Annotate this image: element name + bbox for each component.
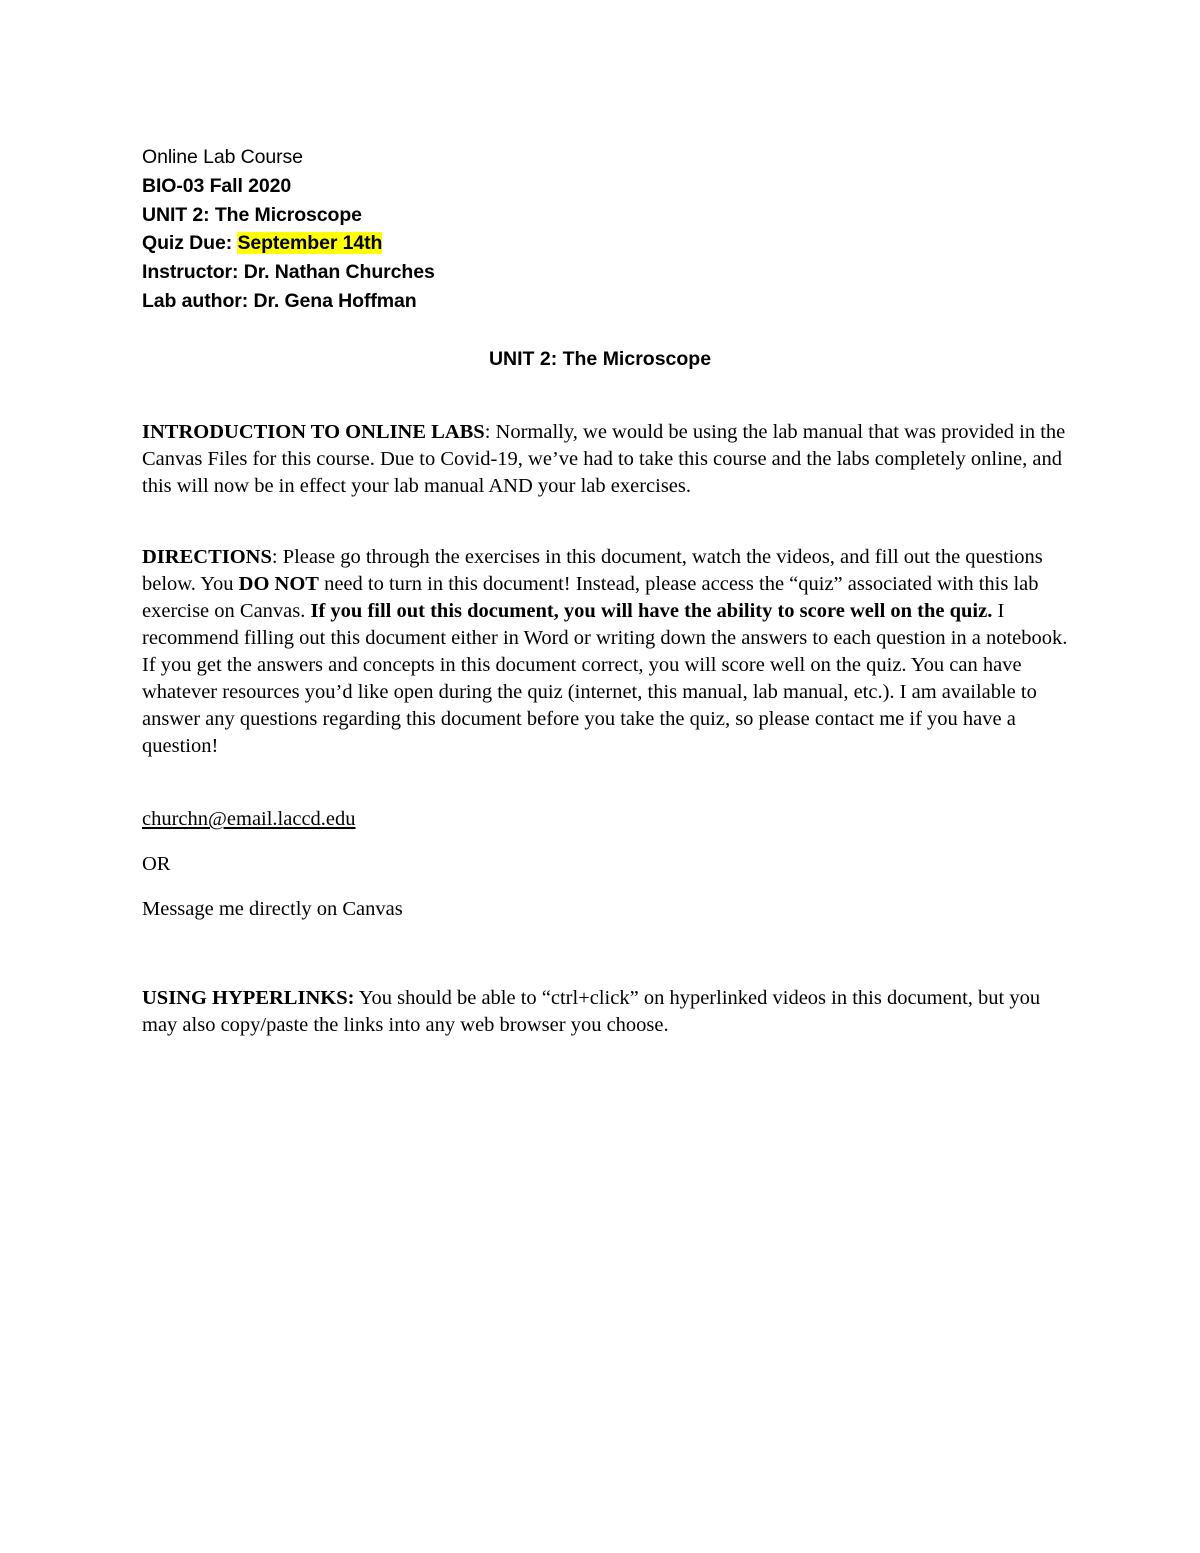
unit-label: UNIT 2: The Microscope [142,203,362,226]
course-term: BIO-03 Fall 2020 [142,174,292,197]
directions-text-3: I recommend filling out this document either in Word or writing down the answers to each question in a notebook. If you get the answers and concepts in this document correct, you will score well on the quiz. You can have whatever resources you’d like open during the quiz (internet, this manual, lab manual, etc.). I am available to answer any questions regarding this document before you take the quiz, so please contact me if you have a question! [142,600,1068,757]
directions-bold-2: If you fill out this document, you will have the ability to score well on the quiz. [310,600,993,622]
email-paragraph [142,806,1072,833]
quiz-due-label: Quiz Due: [142,232,233,255]
hyperlinks-text: You should be able to “ctrl+click” on hyperlinked videos in this document, but you may also copy/paste the links into any web browser you choose. [142,987,1041,1036]
hyperlinks-heading: USING HYPERLINKS: [142,987,355,1009]
unit-title: UNIT 2: The Microscope [488,348,712,370]
email-link[interactable]: churchn@email.laccd.edu [142,808,356,830]
directions-paragraph [142,544,1072,760]
directions-heading: DIRECTIONS [142,546,272,568]
directions-bold-1: DO NOT [238,573,319,595]
quiz-due [142,229,435,258]
intro-paragraph [142,419,1072,500]
intro-heading: INTRODUCTION TO ONLINE LABS [142,421,485,443]
lab-author: Lab author: Dr. Gena Hoffman [142,289,417,312]
directions-text-1: : Please go through the exercises in this document, watch the videos, and fill out the questions below. You [142,546,1043,595]
or-text: OR [142,853,171,875]
instructor: Instructor: Dr. Nathan Churches [142,261,435,284]
canvas-message-text: Message me directly on Canvas [142,898,403,920]
hyperlinks-paragraph [142,985,1072,1039]
course-header [142,143,435,316]
intro-text: : Normally, we would be using the lab manual that was provided in the Canvas Files for this course. Due to Covid-19, we’ve had to take this course and the labs completely online, and this will now be in effect your lab manual AND your lab exercises. [142,421,1066,497]
quiz-due-date: September 14th [237,232,383,255]
course-name: Online Lab Course [142,146,303,168]
directions-text-2: need to turn in this document! Instead, please access the “quiz” associated with this lab exercise on Canvas. [142,573,1039,622]
